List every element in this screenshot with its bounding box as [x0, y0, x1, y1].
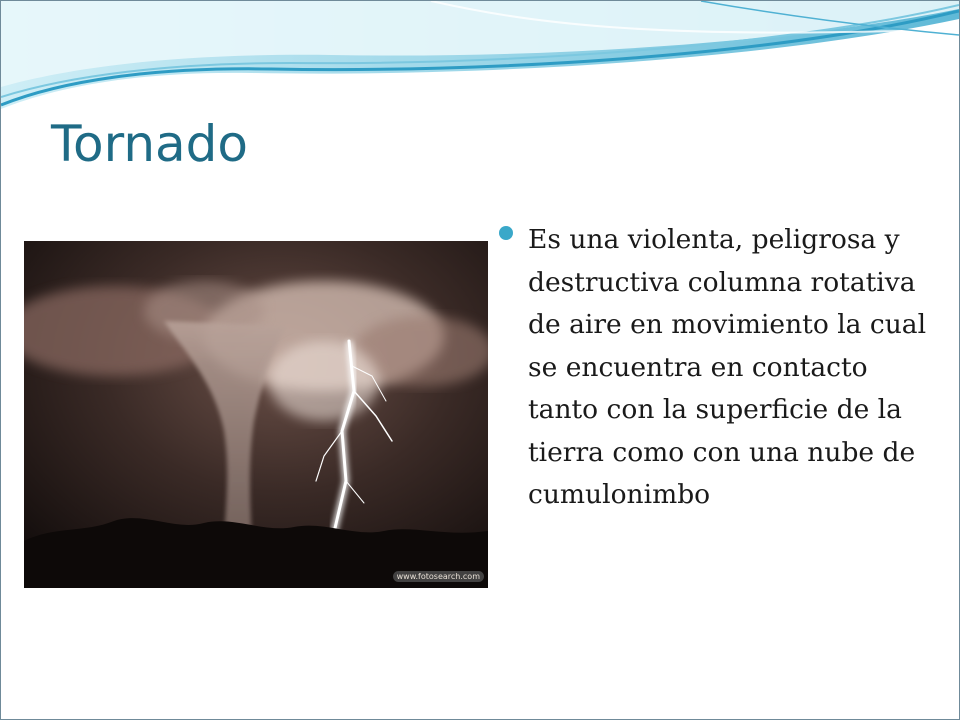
slide-title: Tornado — [51, 115, 248, 173]
bullet-dot-icon — [499, 226, 513, 240]
bullet-item — [497, 219, 937, 517]
tornado-photo — [24, 241, 488, 588]
bullet-list — [497, 219, 937, 517]
photo-watermark: www.fotosearch.com — [393, 571, 484, 582]
bullet-text: Es una violenta, peligrosa y destructiva columna rotativa de aire en movimiento la cual se encuentra en contacto tanto con la superficie de la tierra como con una nube de cumulonimbo — [528, 224, 927, 510]
header-wave-decoration — [1, 1, 959, 121]
